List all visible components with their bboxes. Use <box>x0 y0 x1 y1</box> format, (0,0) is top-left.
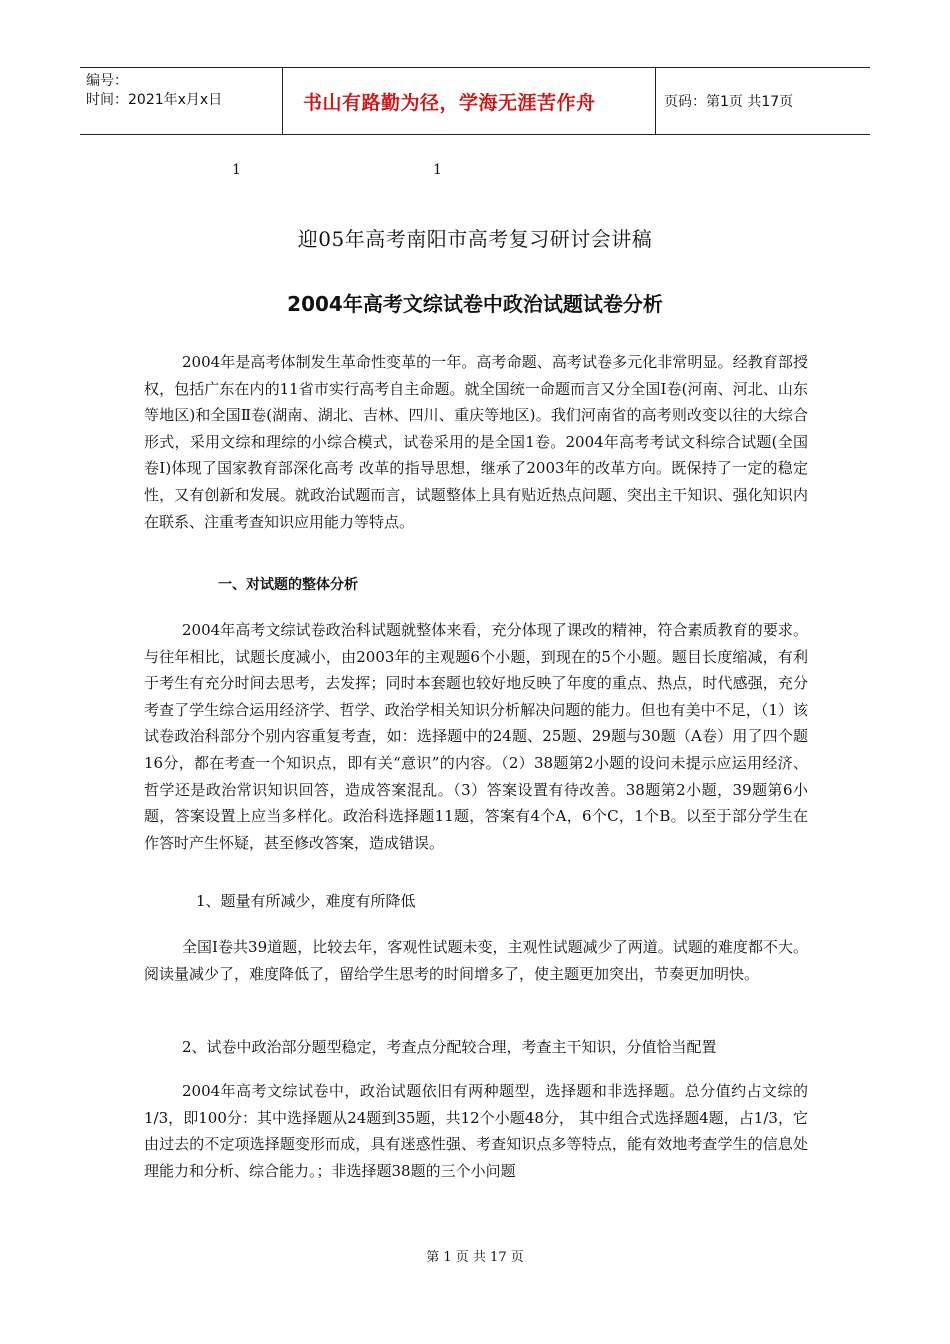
margin-mark-right: 1 <box>433 162 442 178</box>
page-info: 页码：第1页 共17页 <box>664 94 794 110</box>
section1-heading: 一、对试题的整体分析 <box>218 577 358 593</box>
intro-text: 2004年是高考体制发生革命性变革的一年。高考命题、高考试卷多元化非常明显。经教育部授权，包括广东在内的11省市实行高考自主命题。就全国统一命题而言又分全国Ⅰ卷(河南、河北、山东等地区)和全国Ⅱ卷(湖南、湖北、吉林、四川、重庆等地区)。我们河南省的高考则改变以往的大综合形式，采用文综和理综的小综合模式，试卷采用的是全国1卷。2004年高考考试文科综合试题(全国卷Ⅰ)体现了国家教育部深化高考 改革的指导思想，继承了2003年的改革方向。既保持了一定的稳定性，又有创新和发展。就政治试题而言，试题整体上具有贴近热点问题、突出主干知识、强化知识内在联系、注重考查知识应用能力等特点。 <box>144 353 808 531</box>
document-title: 2004年高考文综试卷中政治试题试卷分析 <box>287 292 663 316</box>
sub1-paragraph <box>144 934 808 987</box>
sub2-heading: 2、试卷中政治部分题型稳定，考查点分配较合理，考查主干知识，分值恰当配置 <box>182 1038 717 1056</box>
time-label: 时间：2021年x月x日 <box>86 92 223 108</box>
document-subtitle: 迎05年高考南阳市高考复习研讨会讲稿 <box>297 227 653 251</box>
page-footer: 第 1 页 共 17 页 <box>426 1250 524 1265</box>
header-table <box>80 67 870 135</box>
header-page-cell <box>656 68 870 134</box>
motto-text: 书山有路勤为径，学海无涯苦作舟 <box>303 91 596 114</box>
margin-mark-left: 1 <box>232 162 241 178</box>
sub1-heading: 1、题量有所减少，难度有所降低 <box>196 892 416 910</box>
sub2-paragraph <box>144 1078 808 1184</box>
intro-paragraph <box>144 349 808 535</box>
header-left-cell <box>80 68 282 134</box>
section1-paragraph <box>144 617 808 856</box>
header-motto-cell <box>282 68 656 134</box>
sub2-text: 2004年高考文综试卷中，政治试题依旧有两种题型，选择题和非选择题。总分值约占文综的1/3，即100分：其中选择题从24题到35题，共12个小题48分， 其中组合式选择题4题，占1/3，它由过去的不定项选择题变形而成，具有迷惑性强、考查知识点多等特点，能有效地考查学生的信息处理能力和分析、综合能力。；非选择题38题的三个小问题 <box>144 1082 808 1180</box>
number-label: 编号： <box>86 73 128 89</box>
sub1-text: 全国Ⅰ卷共39道题，比较去年，客观性试题未变，主观性试题减少了两道。试题的难度都不大。阅读量减少了，难度降低了，留给学生思考的时间增多了，使主题更加突出，节奏更加明快。 <box>144 938 808 983</box>
section1-text: 2004年高考文综试卷政治科试题就整体来看，充分体现了课改的精神，符合素质教育的要求。与往年相比，试题长度减小，由2003年的主观题6个小题，到现在的5个小题。题目长度缩减，有利于考生有充分时间去思考，去发挥；同时本套题也较好地反映了年度的重点、热点，时代感强，充分考查了学生综合运用经济学、哲学、政治学相关知识分析解决问题的能力。但也有美中不足，（1）该试卷政治科部分个别内容重复考查，如：选择题中的24题、25题、29题与30题（A卷）用了四个题16分，都在考查一个知识点，即有关“意识”的内容。（2）38题第2小题的设问未提示应运用经济、哲学还是政治常识知识回答，造成答案混乱。（3）答案设置有待改善。38题第2小题，39题第6小题，答案设置上应当多样化。政治科选择题11题，答案有4个A，6个C，1个B。以至于部分学生在作答时产生怀疑，甚至修改答案，造成错误。 <box>144 621 808 852</box>
